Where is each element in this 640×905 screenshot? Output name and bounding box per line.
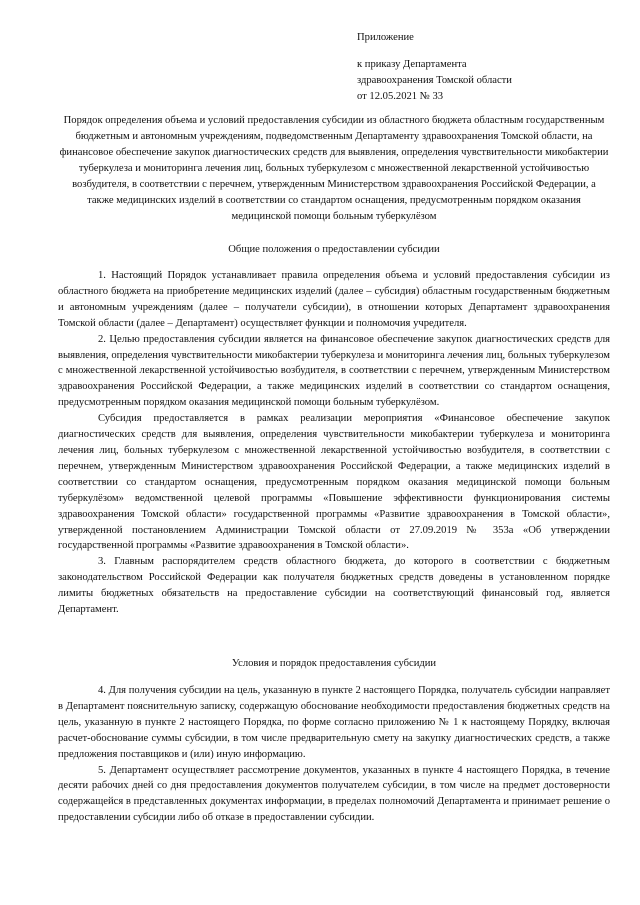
appendix-block — [357, 30, 617, 105]
paragraph: 4. Для получения субсидии на цель, указанную в пункте 2 настоящего Порядка, получатель субсидии направляет в Департамент пояснительную записку, содержащую обоснование необходимости предоставления бюджетных средств на цель, указанную в пункте 2 настоящего Порядка, по форме согласно приложению № 1 к настоящему Порядку, включая расчет-обоснование суммы субсидии, в том числе предварительную смету на закупку диагностических средств, а также предложения поставщиков и (или) иную информацию. — [58, 685, 610, 760]
section-heading: Общие положения о предоставлении субсидии — [228, 244, 440, 255]
paragraph: 3. Главным распорядителем средств областного бюджета, до которого в соответствии с бюджетным законодательством Российской Федерации как получателя бюджетных средств доведены в установленном порядке лимиты бюджетных обязательств на предоставление субсидии на соответствующий финансовый год, является Департамент. — [58, 556, 610, 616]
paragraph: 5. Департамент осуществляет рассмотрение документов, указанных в пункте 4 настоящего Порядка, в течение десяти рабочих дней со дня предоставления документов получателем субсидии, в том числе на предмет достоверности содержащейся в представленных документах информации, в пределах полномочий Департамента и принимает решение о предоставлении субсидии либо об отказе в предоставлении субсидии. — [58, 764, 610, 824]
section-body — [58, 683, 610, 826]
appendix-line: здравоохранения Томской области — [357, 75, 512, 86]
paragraph: 2. Целью предоставления субсидии является на финансовое обеспечение закупок диагностических средств для выявления, определения чувствительности микобактерии туберкулеза и мониторинга лечения лиц, больных туберкулезом с множественной лекарственной устойчивостью возбудителя, в соответствии с перечнем, утвержденным Министерством здравоохранения Российской Федерации, а также медицинских изделий в соответствии со стандартом оснащения, предусмотренным порядком оказания медицинской помощи больным туберкулёзом. — [58, 333, 610, 409]
section-heading: Условия и порядок предоставления субсидии — [231, 658, 437, 669]
paragraph: Субсидия предоставляется в рамках реализации мероприятия «Финансовое обеспечение закупок диагностических средств для выявления, определения чувствительности микобактерии туберкулеза и мониторинга лечения лиц, больных туберкулезом с множественной лекарственной устойчивостью возбудителя, в соответствии с перечнем, утвержденным Министерством здравоохранения Российской Федерации, а также медицинских изделий в соответствии со стандартом оснащения, предусмотренным порядком оказания медицинской помощи больным туберкулёзом» ведомственной целевой программы «Повышение эффективности функционирования системы здравоохранения Томской области» государственной программы «Развитие здравоохранения в Томской области», утвержденной постановлением Администрации Томской области от 27.09.2019 № 353а «Об утверждении государственной программы «Развитие здравоохранения в Томской области». — [58, 413, 610, 552]
appendix-title: Приложение — [357, 32, 414, 43]
appendix-line: от 12.05.2021 № 33 — [357, 91, 444, 102]
paragraph: 1. Настоящий Порядок устанавливает правила определения объема и условий предоставления субсидии из областного бюджета на приобретение медицинских изделий (далее – субсидия) областным государственным бюджетным и автономным учреждениям (далее – получатели субсидии), в отношении которых Департамент здравоохранения Томской области (далее – Департамент) осуществляет функции и полномочия учредителя. — [58, 270, 610, 329]
document-title: Порядок определения объема и условий предоставления субсидии из областного бюджета областным государственным бюджетным и автономным учреждениям, подведомственным Департаменту здравоохранения Томской области, на финансовое обеспечение закупок диагностических средств для выявления, определения чувствительности микобактерии туберкулеза и мониторинга лечения лиц, больных туберкулезом с множественной лекарственной устойчивостью возбудителя, в соответствии с перечнем, утвержденным Министерством здравоохранения Российской Федерации, а также медицинских изделий в соответствии со стандартом оснащения, предусмотренным порядком оказания медицинской помощи больным туберкулёзом — [59, 115, 609, 222]
appendix-line: к приказу Департамента — [357, 59, 467, 70]
section-body — [58, 268, 610, 618]
